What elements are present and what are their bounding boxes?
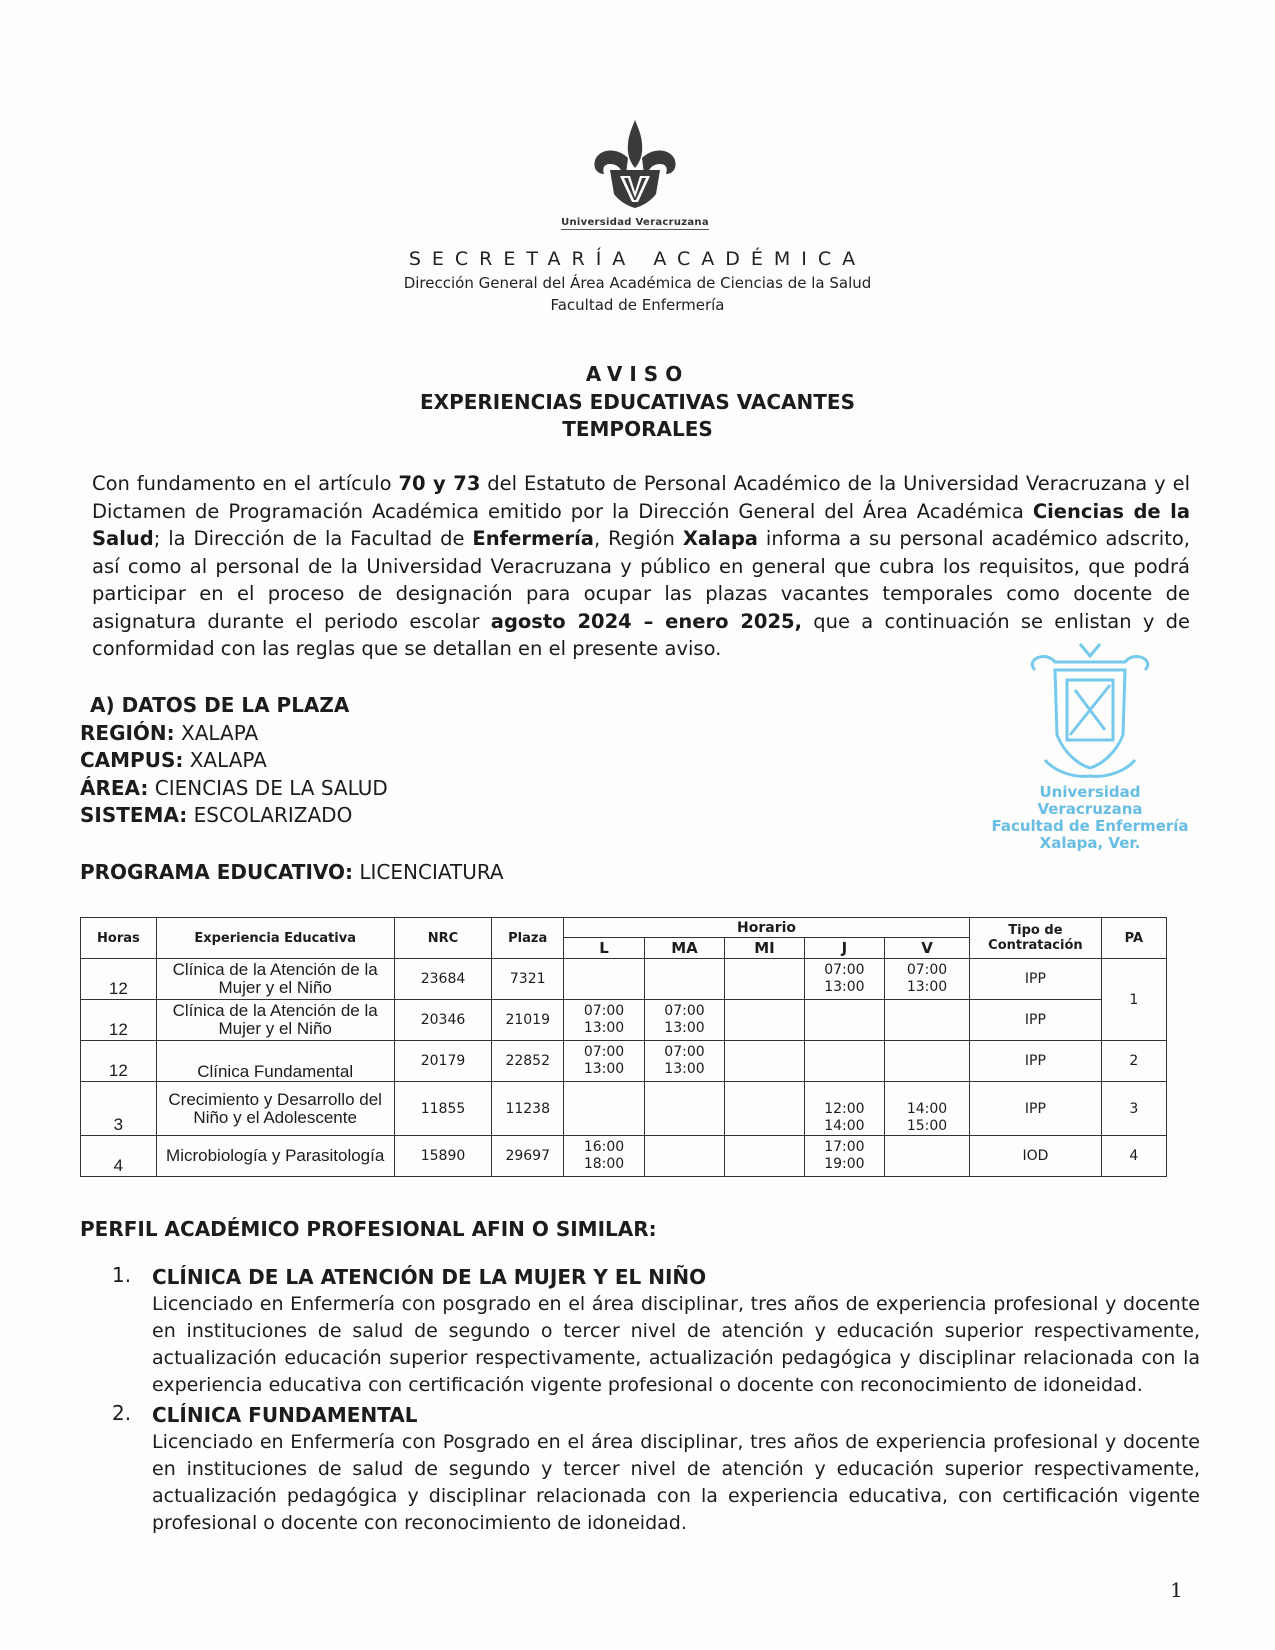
table-row: 12 Clínica de la Atención de la Mujer y el Niño 20346 21019 07:00 13:00 07:00 13:00 IPP	[81, 1000, 1167, 1041]
facultad-heading: Facultad de Enfermería	[550, 296, 725, 314]
logo-caption: Universidad Veracruzana	[561, 217, 709, 228]
campus-field: CAMPUS: XALAPA	[80, 748, 267, 772]
plazas-table	[80, 917, 1167, 1177]
university-logo	[555, 118, 715, 230]
perfil-item-title: CLÍNICA FUNDAMENTAL	[152, 1403, 418, 1427]
sistema-field: SISTEMA: ESCOLARIZADO	[80, 803, 353, 827]
header-martes: MA	[645, 938, 725, 959]
table-row: 12 Clínica Fundamental 20179 22852 07:00 13:00 07:00 13:00 IPP 2	[81, 1041, 1167, 1082]
datos-section-title: A) DATOS DE LA PLAZA	[90, 693, 350, 717]
perfil-item-number: 2.	[112, 1401, 132, 1425]
perfil-item-text: Licenciado en Enfermería con posgrado en el área disciplinar, tres años de experiencia profesional y docente en instituciones de salud de segundo o tercer nivel de atención y educación superior respectivamente, actualización educación superior respectivamente, actualización pedagógica y disciplinar relacionada con la experiencia educativa con certificación vigente profesional o docente con reconocimiento de idoneidad.	[152, 1293, 1200, 1396]
document-title-line1: EXPERIENCIAS EDUCATIVAS VACANTES	[420, 390, 855, 414]
page-number: 1	[1170, 1578, 1183, 1602]
coat-of-arms-stamp-icon	[1015, 640, 1165, 780]
stamp-line2: Facultad de Enfermería	[991, 817, 1189, 835]
perfil-item	[112, 1263, 1200, 1399]
perfil-item-number: 1.	[112, 1263, 132, 1287]
header-jueves: J	[804, 938, 884, 959]
programa-field: PROGRAMA EDUCATIVO: LICENCIATURA	[80, 860, 504, 884]
aviso-title: AVISO	[585, 362, 690, 386]
region-field: REGIÓN: XALAPA	[80, 720, 259, 745]
perfil-item-title: CLÍNICA DE LA ATENCIÓN DE LA MUJER Y EL NIÑO	[152, 1265, 707, 1289]
header-horario: Horario	[563, 918, 969, 938]
header-experiencia: Experiencia Educativa	[156, 918, 394, 959]
header-pa: PA	[1101, 918, 1166, 959]
stamp-line3: Xalapa, Ver.	[1039, 834, 1141, 852]
header-viernes: V	[884, 938, 969, 959]
header-horas: Horas	[81, 918, 157, 959]
document-title-line2: TEMPORALES	[562, 417, 713, 441]
table-row: 3 Crecimiento y Desarrollo del Niño y el Adolescente 11855 11238 12:00 14:00 14:00 15:00 IPP 3	[81, 1082, 1167, 1136]
perfil-item-text: Licenciado en Enfermería con Posgrado en el área disciplinar, tres años de experiencia profesional y docente en instituciones de salud de segundo y tercer nivel de atención y educación superior respectivamente, actualización pedagógica y disciplinar relacionada con la experiencia educativa, con certificación vigente profesional o docente con reconocimiento de idoneidad.	[152, 1431, 1200, 1534]
header-nrc: NRC	[394, 918, 492, 959]
header-tipo: Tipo de Contratación	[970, 918, 1102, 959]
header-miercoles: MI	[724, 938, 804, 959]
direccion-heading: Dirección General del Área Académica de Ciencias de la Salud	[403, 274, 872, 292]
header-lunes: L	[563, 938, 644, 959]
datos-plaza	[80, 692, 388, 830]
intro-paragraph: Con fundamento en el artículo 70 y 73 del Estatuto de Personal Académico de la Universidad Veracruzana y el Dictamen de Programación Académica emitido por la Dirección General del Área Académica Ciencias de la Salud; la Dirección de la Facultad de Enfermería, Región Xalapa informa a su personal académico adscrito, así como al personal de la Universidad Veracruzana y público en general que cubra los requisitos, que podrá participar en el proceso de designación para ocupar las plazas vacantes temporales como docente de asignatura durante el periodo escolar agosto 2024 – enero 2025, que a continuación se enlistan y de conformidad con las reglas que se detallan en el presente aviso.	[92, 472, 1191, 660]
table-row: 12 Clínica de la Atención de la Mujer y el Niño 23684 7321 07:00 13:00 07:00 13:00 IPP 1	[81, 959, 1167, 1000]
perfil-item	[112, 1401, 1200, 1537]
perfil-heading: PERFIL ACADÉMICO PROFESIONAL AFIN O SIMILAR:	[80, 1217, 657, 1241]
perfil-list	[112, 1263, 1200, 1539]
table-row: 4 Microbiología y Parasitología 15890 29697 16:00 18:00 17:00 19:00 IOD 4	[81, 1136, 1167, 1177]
faculty-stamp	[990, 640, 1190, 852]
fleur-de-lis-logo-icon	[590, 118, 680, 210]
secretaria-heading: SECRETARÍA ACADÉMICA	[408, 248, 867, 270]
stamp-line1: Universidad Veracruzana	[1037, 783, 1143, 818]
header-plaza: Plaza	[492, 918, 564, 959]
area-field: ÁREA: CIENCIAS DE LA SALUD	[80, 775, 388, 800]
